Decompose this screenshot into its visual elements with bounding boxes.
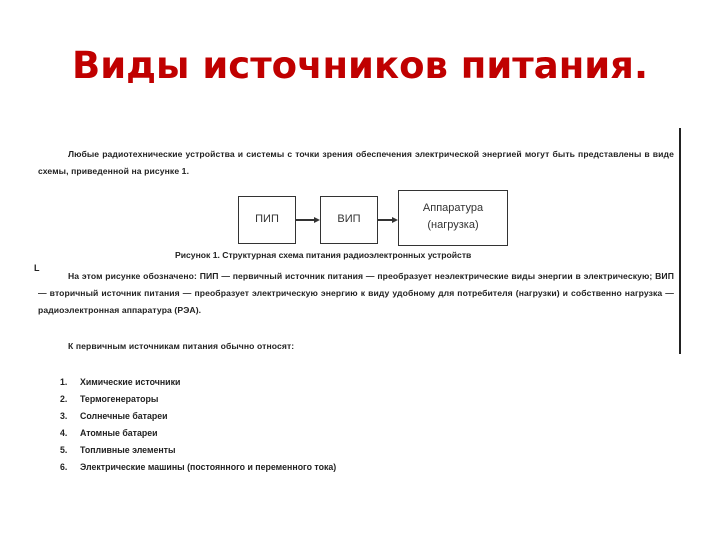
load-block-line1: Аппаратура — [422, 202, 484, 214]
stray-scan-mark: L — [34, 263, 40, 273]
list-item — [60, 459, 620, 476]
primary-sources-list — [60, 374, 620, 476]
list-item-number: 5. — [60, 445, 68, 455]
explanation-paragraph: На этом рисунке обозначено: ПИП — первичный источник питания — преобразует неэлектрические виды энергии в электрическую; ВИП — вторичный источник питания — преобразует электрическую энергию к виду удобному для потребителя (нагрузки) и собственно нагрузка — радиоэлектронная аппаратура (РЭА). — [38, 271, 674, 315]
list-item-number: 3. — [60, 411, 68, 421]
scanned-document-image — [30, 128, 682, 356]
list-item-number: 4. — [60, 428, 68, 438]
list-item-number: 2. — [60, 394, 68, 404]
intro-paragraph: Любые радиотехнические устройства и системы с точки зрения обеспечения электрической энергией могут быть представлены в виде схемы, приведенной на рисунке 1. — [38, 149, 674, 176]
list-item — [60, 425, 620, 442]
list-item-text: Термогенераторы — [80, 394, 159, 404]
diagram-block-pip: ПИП — [238, 196, 296, 244]
list-item-text: Солнечные батареи — [80, 411, 168, 421]
scan-edge-line — [679, 128, 681, 354]
list-item-text: Топливные элементы — [80, 445, 176, 455]
load-block-line2: (нагрузка) — [427, 219, 479, 231]
list-item — [60, 391, 620, 408]
list-item — [60, 442, 620, 459]
list-item-number: 6. — [60, 462, 68, 472]
list-item — [60, 374, 620, 391]
list-item-text: Электрические машины (постоянного и переменного тока) — [80, 462, 337, 472]
diagram-block-load — [398, 190, 508, 246]
diagram-arrow-line — [378, 219, 392, 221]
list-item-text: Атомные батареи — [80, 428, 158, 438]
diagram-block-vip: ВИП — [320, 196, 378, 244]
diagram-arrow-line — [296, 219, 314, 221]
slide-title: Виды источников питания. — [72, 44, 648, 87]
list-item — [60, 408, 620, 425]
list-item-number: 1. — [60, 377, 68, 387]
list-intro-paragraph: К первичным источникам питания обычно относят: — [68, 341, 295, 351]
figure-caption: Рисунок 1. Структурная схема питания радиоэлектронных устройств — [175, 250, 472, 260]
list-item-text: Химические источники — [80, 377, 181, 387]
